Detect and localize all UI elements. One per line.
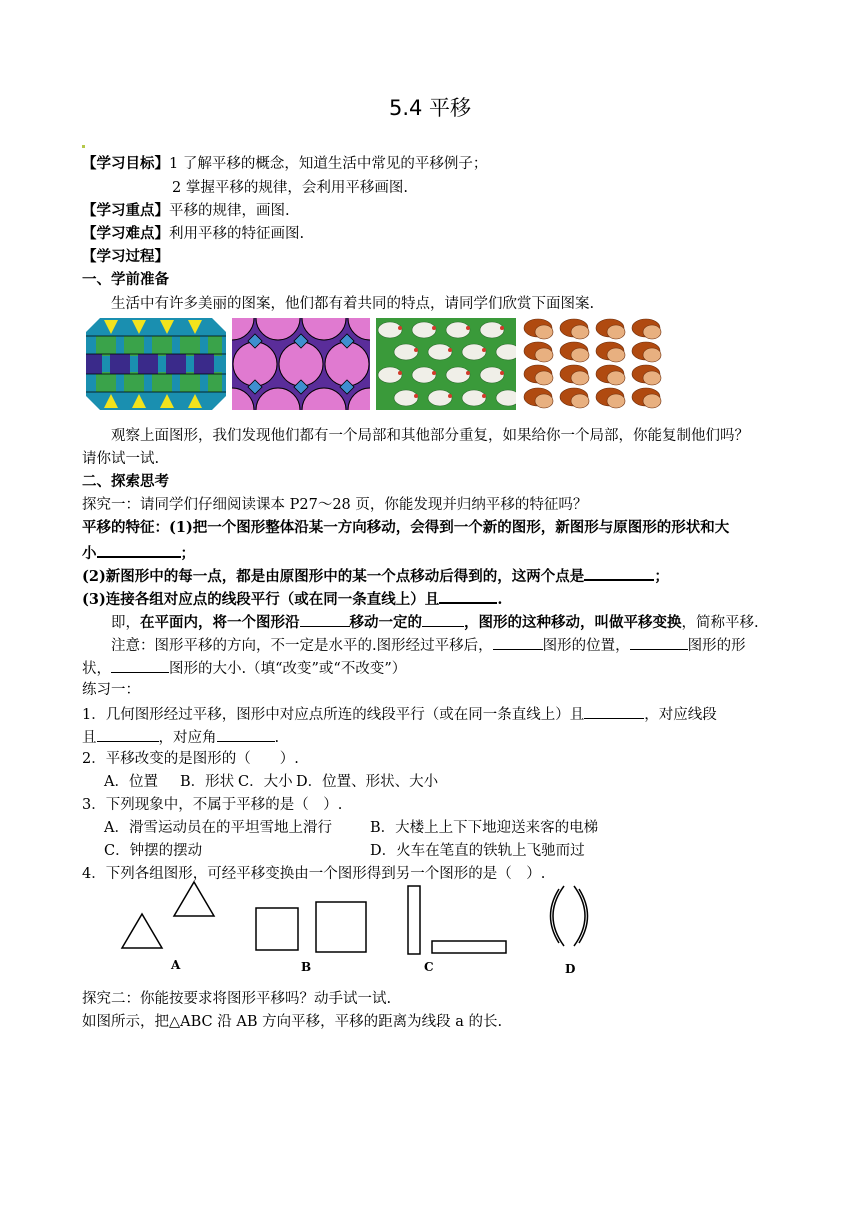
q4-b-square-2 [316, 902, 366, 952]
difficulty-label: 【学习难点】 [82, 225, 169, 242]
feature-2-line [82, 565, 669, 586]
def-b: 在平面内，将一个图形沿 [140, 614, 300, 631]
q3-options-row-1 [104, 819, 598, 837]
section2-heading: 二、探索思考 [82, 473, 169, 490]
q3-option-b[interactable]: B．大楼上上下下地迎送来客的电梯 [370, 820, 599, 836]
q3-line: 3．下列现象中，不属于平移的是（ ）. [82, 797, 343, 813]
observe-line-2: 请你试一试. [82, 451, 160, 467]
feature-2-post: ； [654, 568, 669, 585]
feature-3-pre: (3)连接各组对应点的线段平行（或在同一条直线上）且 [82, 591, 440, 608]
q2-option-c[interactable]: C．大小 [238, 774, 293, 790]
note-b: 图形的位置， [542, 638, 630, 654]
def-d: ，图形的这种移动，叫做平移变换 [464, 614, 682, 631]
q4-label-b: B [301, 960, 312, 974]
q3-option-d[interactable]: D．火车在笔直的铁轨上飞驰而过 [370, 843, 585, 859]
section1-heading: 一、学前准备 [82, 271, 169, 288]
q4-a-triangle-1 [122, 914, 162, 948]
q4-label-a: A [171, 958, 181, 972]
blank-direction[interactable] [300, 612, 350, 627]
explore2-line-1: 探究二：你能按要求将图形平移吗？动手试一试. [82, 991, 392, 1007]
q2-options [104, 773, 438, 791]
def-e: ，简称平移. [681, 615, 759, 631]
q3-options-row-2 [104, 842, 585, 860]
q4-c-horizontal-bar [432, 941, 506, 953]
def-c: 移动一定的 [349, 614, 422, 631]
q1-b: ，对应线段 [644, 707, 717, 723]
q1-c: 且 [82, 730, 97, 746]
q4-b-square-1 [256, 908, 298, 950]
blank-shape[interactable] [630, 635, 688, 650]
q4-d-arc-left [553, 886, 564, 946]
explore1-line: 探究一：请同学们仔细阅读课本 P27～28 页，你能发现并归纳平移的特征吗？ [82, 497, 588, 513]
note-line-2 [82, 658, 406, 678]
feature-2-pre: (2)新图形中的每一点，都是由原图形中的某一个点移动后得到的，这两个点是 [82, 568, 585, 585]
explore2-line-2: 如图所示，把△ABC 沿 AB 方向平移，平移的距离为线段 a 的长. [82, 1014, 503, 1030]
feature-1b-pre: 小 [82, 545, 97, 562]
q4-a-triangle-2 [174, 882, 214, 916]
q4-c-vertical-bar [408, 886, 420, 954]
q1-line-1 [82, 704, 717, 724]
q2-line: 2．平移改变的是图形的（ ）. [82, 751, 299, 767]
speck [82, 145, 85, 148]
focus-label: 【学习重点】 [82, 202, 169, 219]
blank-distance[interactable] [422, 612, 464, 627]
q2-option-a[interactable]: A．位置 [104, 774, 158, 790]
q3-option-a[interactable]: A．滑雪运动员在的平坦雪地上滑行 [104, 820, 332, 836]
observe-line-1: 观察上面图形，我们发现他们都有一个局部和其他部分重复，如果给你一个局部，你能复制他们吗？ [111, 428, 749, 444]
face-tessellation-image [522, 318, 664, 410]
note-a: 注意：图形平移的方向，不一定是水平的.图形经过平移后， [111, 638, 493, 654]
page-title: 5.4 平移 [388, 96, 472, 120]
note-e: 图形的大小.（填“改变”或“不改变”） [169, 661, 407, 677]
blank-q1-parallel-length[interactable] [584, 704, 644, 719]
blank-shape-size[interactable] [97, 542, 181, 558]
bird-tessellation-image [376, 318, 516, 410]
q2-option-b[interactable]: B．形状 [180, 774, 235, 790]
process-label: 【学习过程】 [82, 248, 169, 265]
goals-text-1: 1 了解平移的概念，知道生活中常见的平移例子； [169, 156, 488, 172]
q2-option-d[interactable]: D．位置、形状、大小 [296, 774, 439, 790]
feature-1-line-b [82, 542, 195, 563]
octagon-circle-tiling-image [232, 318, 370, 410]
blank-corresponding-points[interactable] [584, 565, 654, 581]
q4-figures [110, 878, 610, 978]
triangle-square-tiling-image [86, 318, 226, 410]
q4-d-arc-right [574, 886, 585, 946]
q4-line: 4．下列各组图形，可经平移变换由一个图形得到另一个图形的是（ ）. [82, 866, 546, 882]
definition-line [111, 612, 759, 632]
practice-heading: 练习一： [82, 682, 140, 698]
feature-1b-post: ； [180, 545, 195, 562]
q4-label-d: D [565, 962, 576, 976]
blank-segment-length[interactable] [439, 588, 497, 604]
q1-e: . [274, 730, 280, 746]
q1-line-2 [82, 727, 279, 747]
blank-position[interactable] [493, 635, 543, 650]
q4-label-c: C [424, 960, 434, 974]
focus-line [82, 202, 290, 220]
goals-line-1 [82, 155, 487, 173]
focus-text: 平移的规律，画图. [169, 203, 290, 219]
feature-3-post: . [497, 591, 503, 608]
q1-d: ，对应角 [158, 730, 217, 746]
section1-intro: 生活中有许多美丽的图案，他们都有着共同的特点，请同学们欣赏下面图案. [111, 296, 595, 312]
blank-size[interactable] [111, 658, 169, 673]
feature-1-line-a: 平移的特征：(1)把一个图形整体沿某一方向移动，会得到一个新的图形，新图形与原图形的形状和大 [82, 519, 730, 536]
feature-3-line [82, 588, 502, 609]
note-c: 图形的形 [687, 638, 746, 654]
q1-a: 1．几何图形经过平移，图形中对应点所连的线段平行（或在同一条直线上）且 [82, 707, 585, 723]
goals-line-2: 2 掌握平移的规律，会利用平移画图. [172, 180, 408, 196]
note-line-1 [111, 635, 746, 655]
blank-q1-segment[interactable] [97, 727, 159, 742]
blank-q1-angle[interactable] [217, 727, 275, 742]
q3-option-c[interactable]: C．钟摆的摆动 [104, 843, 203, 859]
def-a: 即， [111, 615, 140, 631]
note-d: 状， [82, 661, 111, 677]
goals-label: 【学习目标】 [82, 155, 169, 172]
difficulty-text: 利用平移的特征画图. [169, 226, 305, 242]
difficulty-line [82, 225, 304, 243]
